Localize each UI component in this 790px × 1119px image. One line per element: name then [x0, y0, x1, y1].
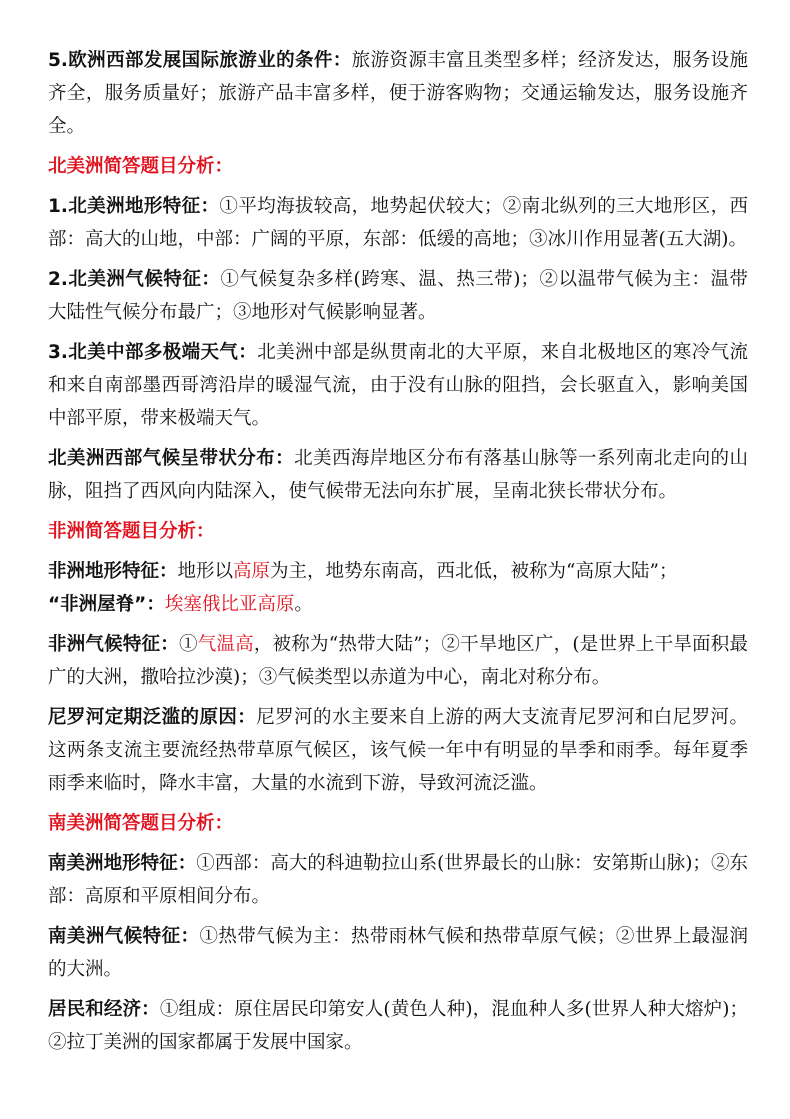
- africa-section-title: 非洲简答题目分析：: [48, 521, 215, 542]
- paragraph-heading: 非洲气候特征：: [48, 634, 179, 655]
- paragraph-heading: 非洲地形特征：: [48, 561, 178, 582]
- highlight-text: 埃塞俄比亚高原: [164, 594, 295, 615]
- paragraph-body: 旅游资源丰富且类型多样；经济发达，服务设施齐全，服务质量好；旅游产品丰富多样，便于游客购物；交通运输发达，服务设施齐全。: [48, 50, 748, 137]
- af-climate-paragraph: [48, 628, 748, 694]
- paragraph-heading: 5.欧洲西部发展国际旅游业的条件：: [48, 50, 352, 71]
- paragraph-body: ①气候复杂多样(跨寒、温、热三带)；②以温带气候为主：温带大陆性气候分布最广；③地形对气候影响显著。: [48, 269, 749, 323]
- paragraph-heading: 北美洲西部气候呈带状分布：: [48, 448, 295, 469]
- paragraph-body: ①热带气候为主：热带雨林气候和热带草原气候；②世界上最湿润的大洲。: [48, 926, 748, 980]
- paragraph-heading: 2.北美洲气候特征：: [48, 269, 221, 290]
- sa-climate-paragraph: [48, 920, 748, 986]
- paragraph-text: 地形以: [177, 561, 234, 582]
- paragraph-body: 北美西海岸地区分布有落基山脉等一系列南北走向的山脉，阻挡了西风向内陆深入，使气候带无法向东扩展，呈南北狭长带状分布。: [48, 448, 748, 502]
- na-extreme-weather-paragraph: [48, 336, 748, 435]
- af-terrain-paragraph: [48, 555, 748, 588]
- paragraph-body: 北美洲中部是纵贯南北的大平原，来自北极地区的寒冷气流和来自南部墨西哥湾沿岸的暖湿气流，由于没有山脉的阻挡，会长驱直入，影响美国中部平原，带来极端天气。: [48, 342, 748, 429]
- paragraph-heading: 南美洲地形特征：: [48, 853, 197, 874]
- highlight-text: 高原: [233, 561, 271, 582]
- paragraph-body: 尼罗河的水主要来自上游的两大支流青尼罗河和白尼罗河。这两条支流主要流经热带草原气候区，该气候一年中有明显的旱季和雨季。每年夏季雨季来临时，降水丰富，大量的水流到下游，导致河流泛滥。: [48, 707, 748, 794]
- na-terrain-paragraph: [48, 190, 748, 256]
- na-west-climate-paragraph: [48, 442, 748, 508]
- paragraph-heading: 居民和经济：: [48, 999, 160, 1020]
- paragraph-text: 为主，地势东南高，西北低，被称为“高原大陆”；: [270, 561, 678, 582]
- north-america-section-title: 北美洲简答题目分析：: [48, 156, 234, 177]
- south-america-section-title: 南美洲简答题目分析：: [48, 813, 234, 834]
- europe-tourism-paragraph: [48, 44, 748, 143]
- document-page: [48, 44, 748, 1066]
- paragraph-text: 。: [294, 594, 313, 615]
- sa-terrain-paragraph: [48, 847, 748, 913]
- paragraph-heading: “非洲屋脊”：: [48, 594, 165, 615]
- na-climate-paragraph: [48, 263, 748, 329]
- paragraph-body: ①平均海拔较高，地势起伏较大；②南北纵列的三大地形区，西部：高大的山地，中部：广阔的平原，东部：低缓的高地；③冰川作用显著(五大湖)。: [48, 196, 748, 250]
- paragraph-heading: 尼罗河定期泛滥的原因：: [48, 707, 257, 728]
- paragraph-body: ①西部：高大的科迪勒拉山系(世界最长的山脉：安第斯山脉)；②东部：高原和平原相间分布。: [48, 853, 748, 907]
- paragraph-text: ①: [178, 634, 198, 655]
- paragraph-text: ，被称为“热带大陆”；②干旱地区广，(是世界上干旱面积最广的大洲，撒哈拉沙漠)；③气候类型以赤道为中心，南北对称分布。: [48, 634, 748, 688]
- highlight-text: 气温高: [197, 634, 254, 655]
- sa-population-economy-paragraph: [48, 993, 748, 1059]
- paragraph-heading: 1.北美洲地形特征：: [48, 196, 220, 217]
- af-nile-paragraph: [48, 701, 748, 800]
- paragraph-body: ①组成：原住居民印第安人(黄色人种)，混血种人多(世界人种大熔炉)；②拉丁美洲的国家都属于发展中国家。: [48, 999, 748, 1053]
- af-roof-paragraph: [48, 588, 748, 621]
- paragraph-heading: 3.北美中部多极端天气：: [48, 342, 258, 363]
- paragraph-heading: 南美洲气候特征：: [48, 926, 200, 947]
